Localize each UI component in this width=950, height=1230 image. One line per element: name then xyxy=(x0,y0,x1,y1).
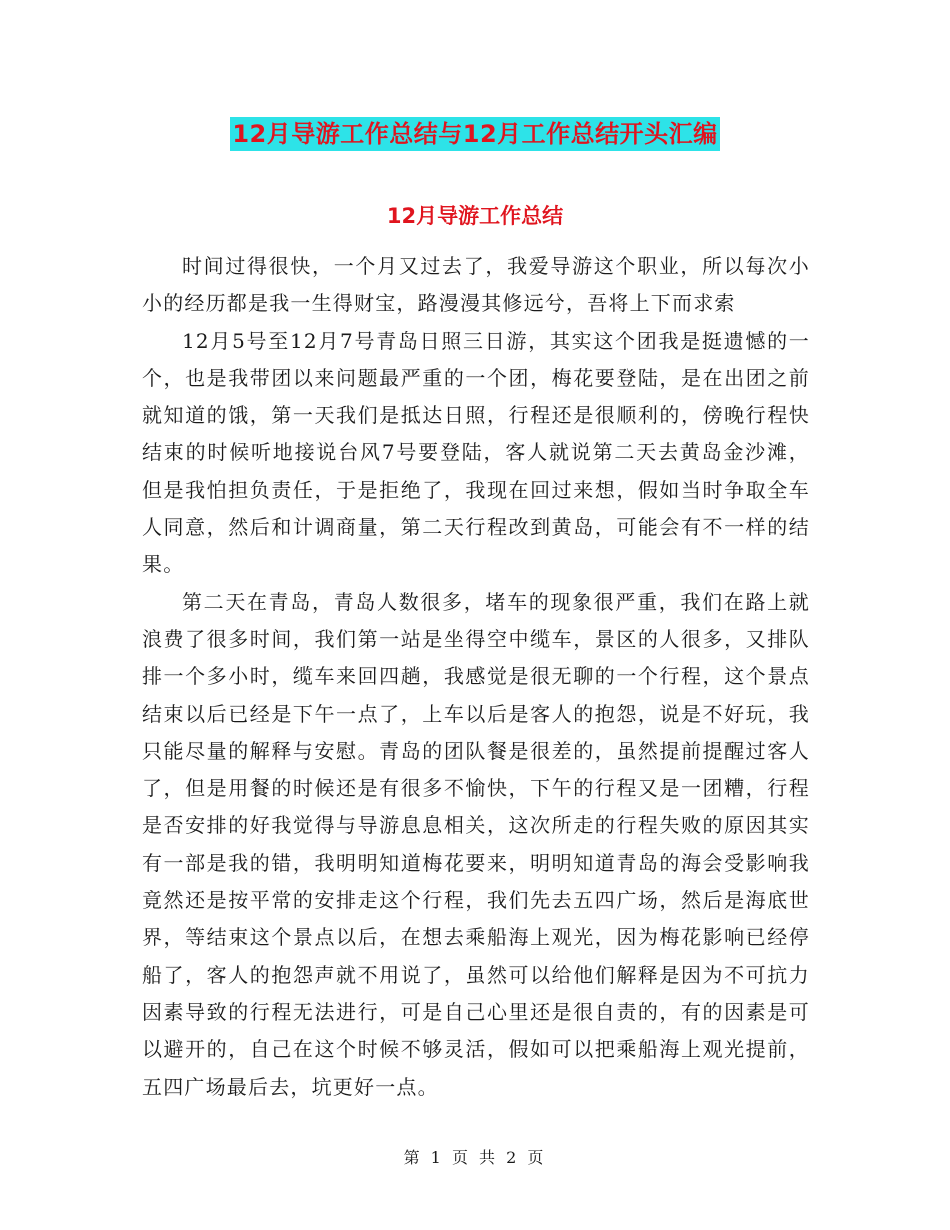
paragraph-2: 12月5号至12月7号青岛日照三日游，其实这个团我是挺遗憾的一个，也是我带团以来问题最严重的一个团，梅花要登陆，是在出团之前就知道的饿，第一天我们是抵达日照，行程还是很顺利的，傍晚行程快结束的时候听地接说台风7号要登陆，客人就说第二天去黄岛金沙滩，但是我怕担负责任，于是拒绝了，我现在回过来想，假如当时争取全车人同意，然后和计调商量，第二天行程改到黄岛，可能会有不一样的结果。 xyxy=(142,328,810,577)
page-footer: 第 1 页 共 2 页 xyxy=(403,1148,547,1167)
section-title: 12月导游工作总结 xyxy=(386,204,564,228)
paragraph-1: 时间过得很快，一个月又过去了，我爱导游这个职业，所以每次小小的经历都是我一生得财宝，路漫漫其修远兮，吾将上下而求索 xyxy=(142,254,810,316)
paragraph-3: 第二天在青岛，青岛人数很多，堵车的现象很严重，我们在路上就浪费了很多时间，我们第一站是坐得空中缆车，景区的人很多，又排队排一个多小时，缆车来回四趟，我感觉是很无聊的一个行程，这个景点结束以后已经是下午一点了，上车以后是客人的抱怨，说是不好玩，我只能尽量的解释与安慰。青岛的团队餐是很差的，虽然提前提醒过客人了，但是用餐的时候还是有很多不愉快，下午的行程又是一团糟，行程是否安排的好我觉得与导游息息相关，这次所走的行程失败的原因其实有一部是我的错，我明明知道梅花要来，明明知道青岛的海会受影响我竟然还是按平常的安排走这个行程，我们先去五四广场，然后是海底世界，等结束这个景点以后，在想去乘船海上观光，因为梅花影响已经停船了，客人的抱怨声就不用说了，虽然可以给他们解释是因为不可抗力因素导致的行程无法进行，可是自己心里还是很自责的，有的因素是可以避开的，自己在这个时候不够灵活，假如可以把乘船海上观光提前，五四广场最后去，坑更好一点。 xyxy=(142,589,810,1099)
body-text xyxy=(142,248,810,1106)
document-title-text: 12月导游工作总结与12月工作总结开头汇编 xyxy=(230,117,719,151)
document-title xyxy=(0,112,950,152)
